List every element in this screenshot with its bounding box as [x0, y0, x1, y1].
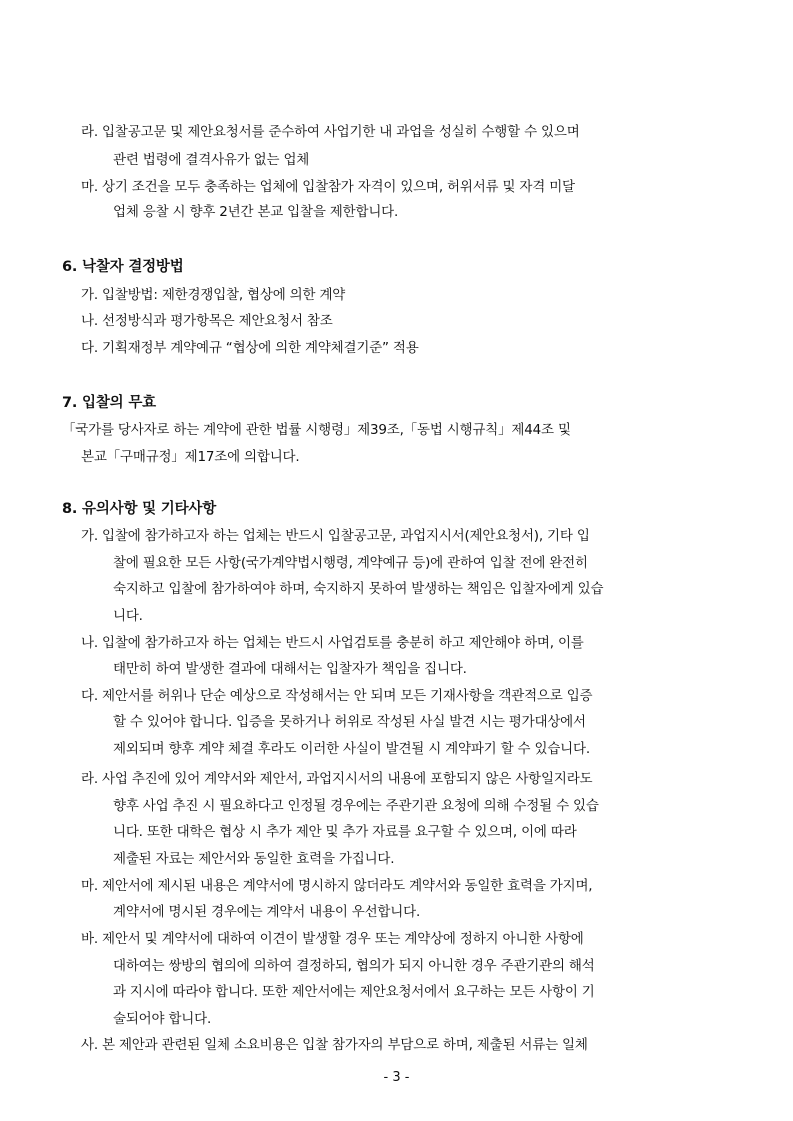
- text-line: 본교「구매규정」제17조에 의합니다.: [81, 449, 300, 465]
- text-line: 업체 응찰 시 향후 2년간 본교 입찰을 제한합니다.: [113, 204, 399, 220]
- page-number: - 3 -: [383, 1070, 410, 1085]
- text-line: 태만히 하여 발생한 결과에 대해서는 입찰자가 책임을 집니다.: [113, 661, 467, 677]
- text-line: 나. 선정방식과 평가항목은 제안요청서 참조: [81, 313, 333, 329]
- text-line: 바. 제안서 및 계약서에 대하여 이견이 발생할 경우 또는 계약상에 정하지 아니한 사항에: [81, 931, 584, 947]
- text-line: 니다.: [113, 608, 143, 624]
- text-line: 과 지시에 따라야 합니다. 또한 제안서에는 제안요청서에서 요구하는 모든 사항이 기: [113, 984, 595, 1000]
- text-line: 계약서에 명시된 경우에는 계약서 내용이 우선합니다.: [113, 904, 421, 920]
- text-line: 대하여는 쌍방의 협의에 의하여 결정하되, 협의가 되지 아니한 경우 주관기관의 해석: [113, 958, 595, 974]
- text-line: 술되어야 합니다.: [113, 1011, 212, 1027]
- text-line: 다. 기획재정부 계약예규 “협상에 의한 계약체결기준” 적용: [81, 340, 419, 356]
- text-line: 다. 제안서를 허위나 단순 예상으로 작성해서는 안 되며 모든 기재사항을 객관적으로 입증: [81, 688, 593, 704]
- text-line: 할 수 있어야 합니다. 입증을 못하거나 허위로 작성된 사실 발견 시는 평가대상에서: [113, 714, 586, 730]
- text-line: 마. 상기 조건을 모두 충족하는 업체에 입찰참가 자격이 있으며, 허위서류 및 자격 미달: [81, 179, 575, 195]
- text-line: 마. 제안서에 제시된 내용은 계약서에 명시하지 않더라도 계약서와 동일한 효력을 가지며,: [81, 878, 593, 894]
- section-heading: 8. 유의사항 및 기타사항: [62, 501, 217, 517]
- text-line: 라. 입찰공고문 및 제안요청서를 준수하여 사업기한 내 과업을 성실히 수행할 수 있으며: [81, 124, 580, 140]
- text-line: 제출된 자료는 제안서와 동일한 효력을 가집니다.: [113, 851, 395, 867]
- text-line: 향후 사업 추진 시 필요하다고 인정될 경우에는 주관기관 요청에 의해 수정될 수 있습: [113, 798, 599, 814]
- text-line: 나. 입찰에 참가하고자 하는 업체는 반드시 사업검토를 충분히 하고 제안해야 하며, 이를: [81, 635, 584, 651]
- text-line: 관련 법령에 결격사유가 없는 업체: [113, 152, 310, 168]
- text-line: 니다. 또한 대학은 협상 시 추가 제안 및 추가 자료를 요구할 수 있으며, 이에 따라: [113, 824, 577, 840]
- text-line: 「국가를 당사자로 하는 계약에 관한 법률 시행령」제39조,「동법 시행규칙」제44조 및: [62, 422, 571, 438]
- text-line: 제외되며 향후 계약 체결 후라도 이러한 사실이 발견될 시 계약파기 할 수 있습니다.: [113, 741, 590, 757]
- section-heading: 6. 낙찰자 결정방법: [62, 259, 184, 275]
- text-line: 사. 본 제안과 관련된 일체 소요비용은 입찰 참가자의 부담으로 하며, 제출된 서류는 일체: [81, 1037, 588, 1053]
- text-line: 가. 입찰방법: 제한경쟁입찰, 협상에 의한 계약: [81, 287, 346, 303]
- text-line: 숙지하고 입찰에 참가하여야 하며, 숙지하지 못하여 발생하는 책임은 입찰자에게 있습: [113, 581, 604, 597]
- text-line: 가. 입찰에 참가하고자 하는 업체는 반드시 입찰공고문, 과업지시서(제안요청서), 기타 입: [81, 528, 590, 544]
- text-line: 찰에 필요한 모든 사항(국가계약법시행령, 계약예규 등)에 관하여 입찰 전에 완전히: [113, 555, 588, 571]
- text-line: 라. 사업 추진에 있어 계약서와 제안서, 과업지시서의 내용에 포함되지 않은 사항일지라도: [81, 771, 593, 787]
- section-heading: 7. 입찰의 무효: [62, 395, 156, 411]
